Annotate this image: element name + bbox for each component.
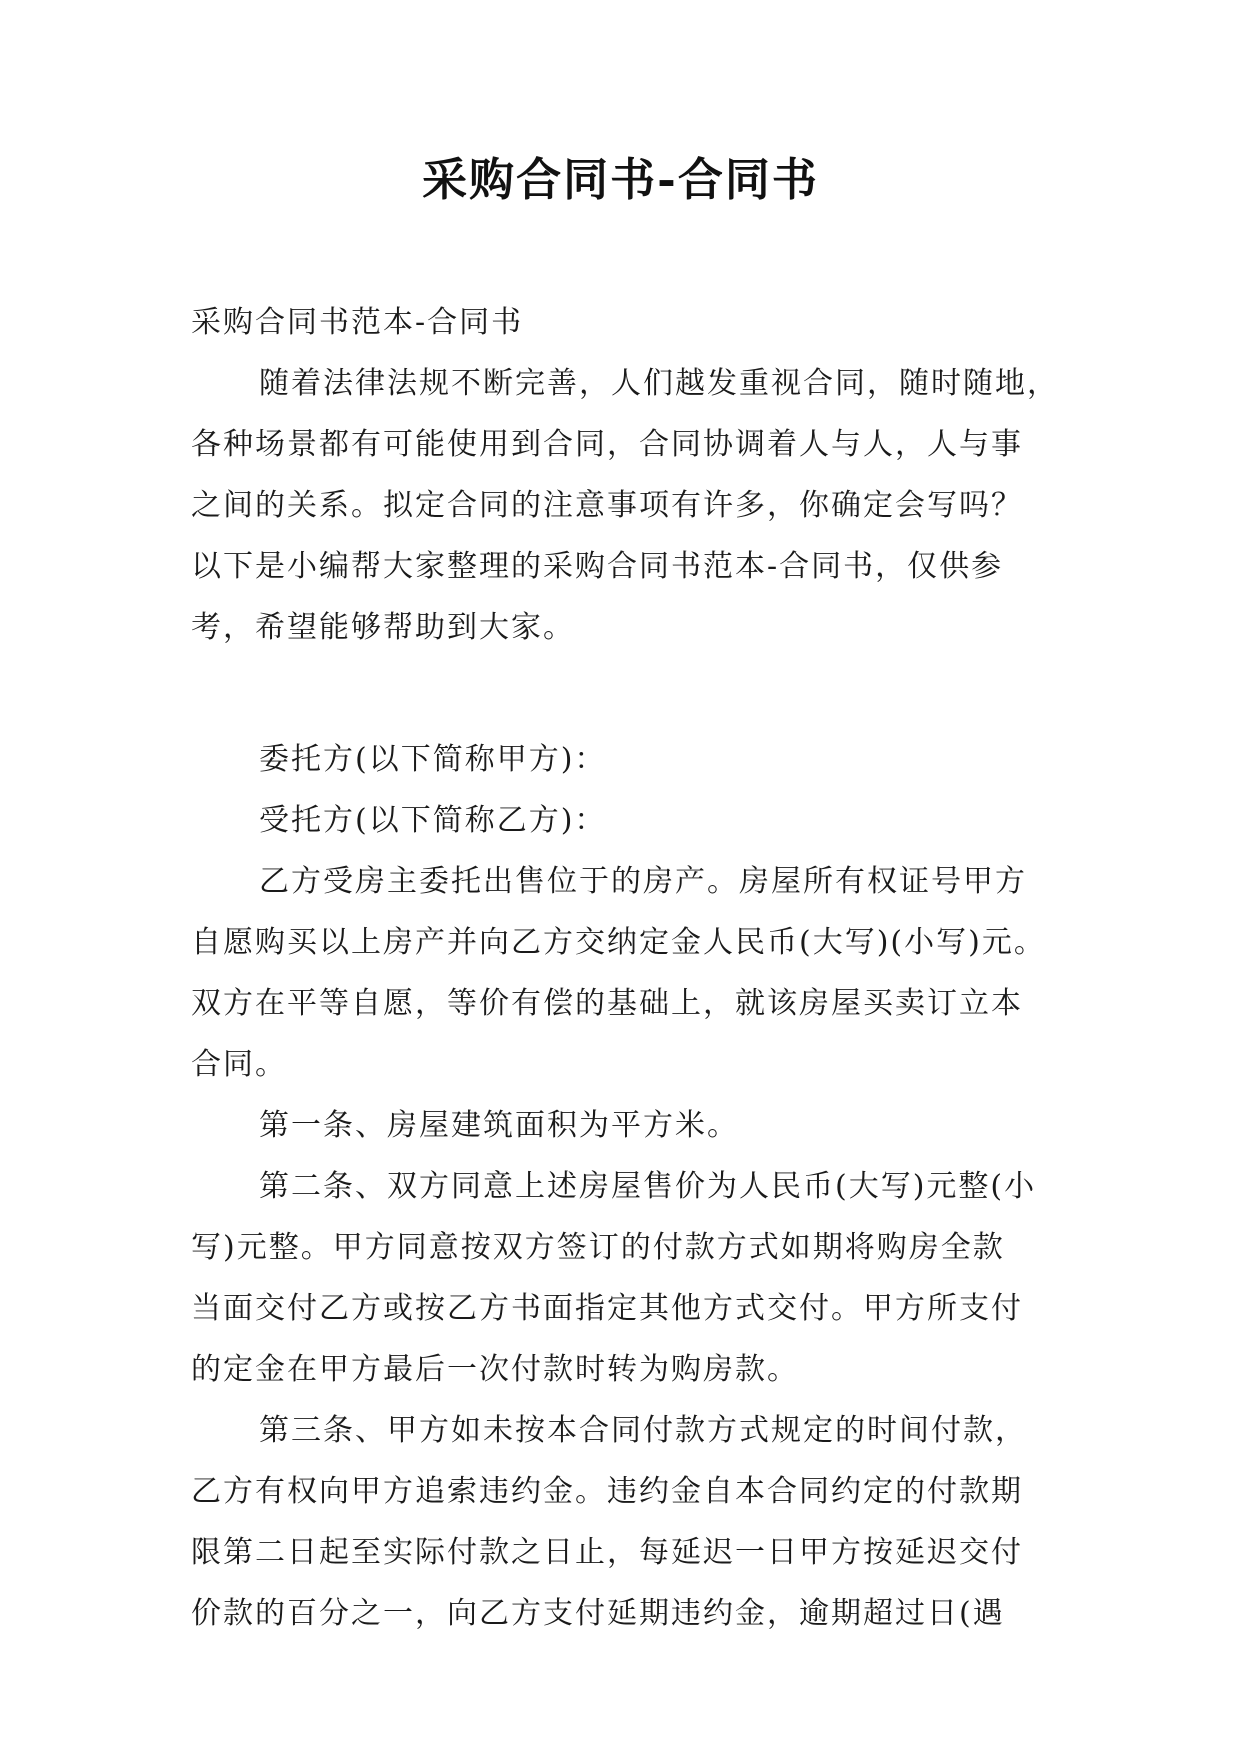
paragraph-line: 各种场景都有可能使用到合同，合同协调着人与人，人与事	[191, 427, 1023, 462]
paragraph-line: 双方在平等自愿，等价有偿的基础上，就该房屋买卖订立本	[191, 986, 1023, 1021]
party-a-line: 委托方(以下简称甲方)：	[259, 742, 607, 777]
paragraph-line: 写)元整。甲方同意按双方签订的付款方式如期将购房全款	[191, 1230, 1005, 1265]
paragraph-line: 的定金在甲方最后一次付款时转为购房款。	[191, 1352, 799, 1387]
paragraph-line: 第三条、甲方如未按本合同付款方式规定的时间付款，	[259, 1413, 1027, 1448]
article-1: 第一条、房屋建筑面积为平方米。	[259, 1108, 739, 1143]
document-title: 采购合同书-合同书	[422, 153, 819, 206]
paragraph-line: 乙方受房主委托出售位于的房产。房屋所有权证号甲方	[259, 864, 1027, 899]
paragraph-line: 以下是小编帮大家整理的采购合同书范本-合同书，仅供参	[191, 549, 1004, 584]
paragraph-line: 考，希望能够帮助到大家。	[191, 610, 575, 645]
party-b-line: 受托方(以下简称乙方)：	[259, 803, 607, 838]
paragraph-line: 合同。	[191, 1047, 287, 1082]
document-subtitle: 采购合同书范本-合同书	[191, 305, 524, 340]
paragraph-line: 随着法律法规不断完善，人们越发重视合同，随时随地，	[259, 366, 1059, 401]
paragraph-line: 之间的关系。拟定合同的注意事项有许多，你确定会写吗？	[191, 488, 1023, 523]
paragraph-spacer	[191, 658, 1061, 729]
article-2	[191, 1156, 1061, 1400]
paragraph-line: 限第二日起至实际付款之日止，每延迟一日甲方按延迟交付	[191, 1535, 1023, 1570]
document-body	[191, 292, 1061, 1644]
paragraph-line: 当面交付乙方或按乙方书面指定其他方式交付。甲方所支付	[191, 1291, 1023, 1326]
agreement-paragraph	[191, 851, 1061, 1095]
intro-paragraph	[191, 353, 1061, 658]
paragraph-line: 乙方有权向甲方追索违约金。违约金自本合同约定的付款期	[191, 1474, 1023, 1509]
paragraph-line: 自愿购买以上房产并向乙方交纳定金人民币(大写)(小写)元。	[191, 925, 1046, 960]
paragraph-line: 第二条、双方同意上述房屋售价为人民币(大写)元整(小	[259, 1169, 1037, 1204]
paragraph-line: 价款的百分之一，向乙方支付延期违约金，逾期超过日(遇	[191, 1596, 1005, 1631]
article-3	[191, 1400, 1061, 1644]
